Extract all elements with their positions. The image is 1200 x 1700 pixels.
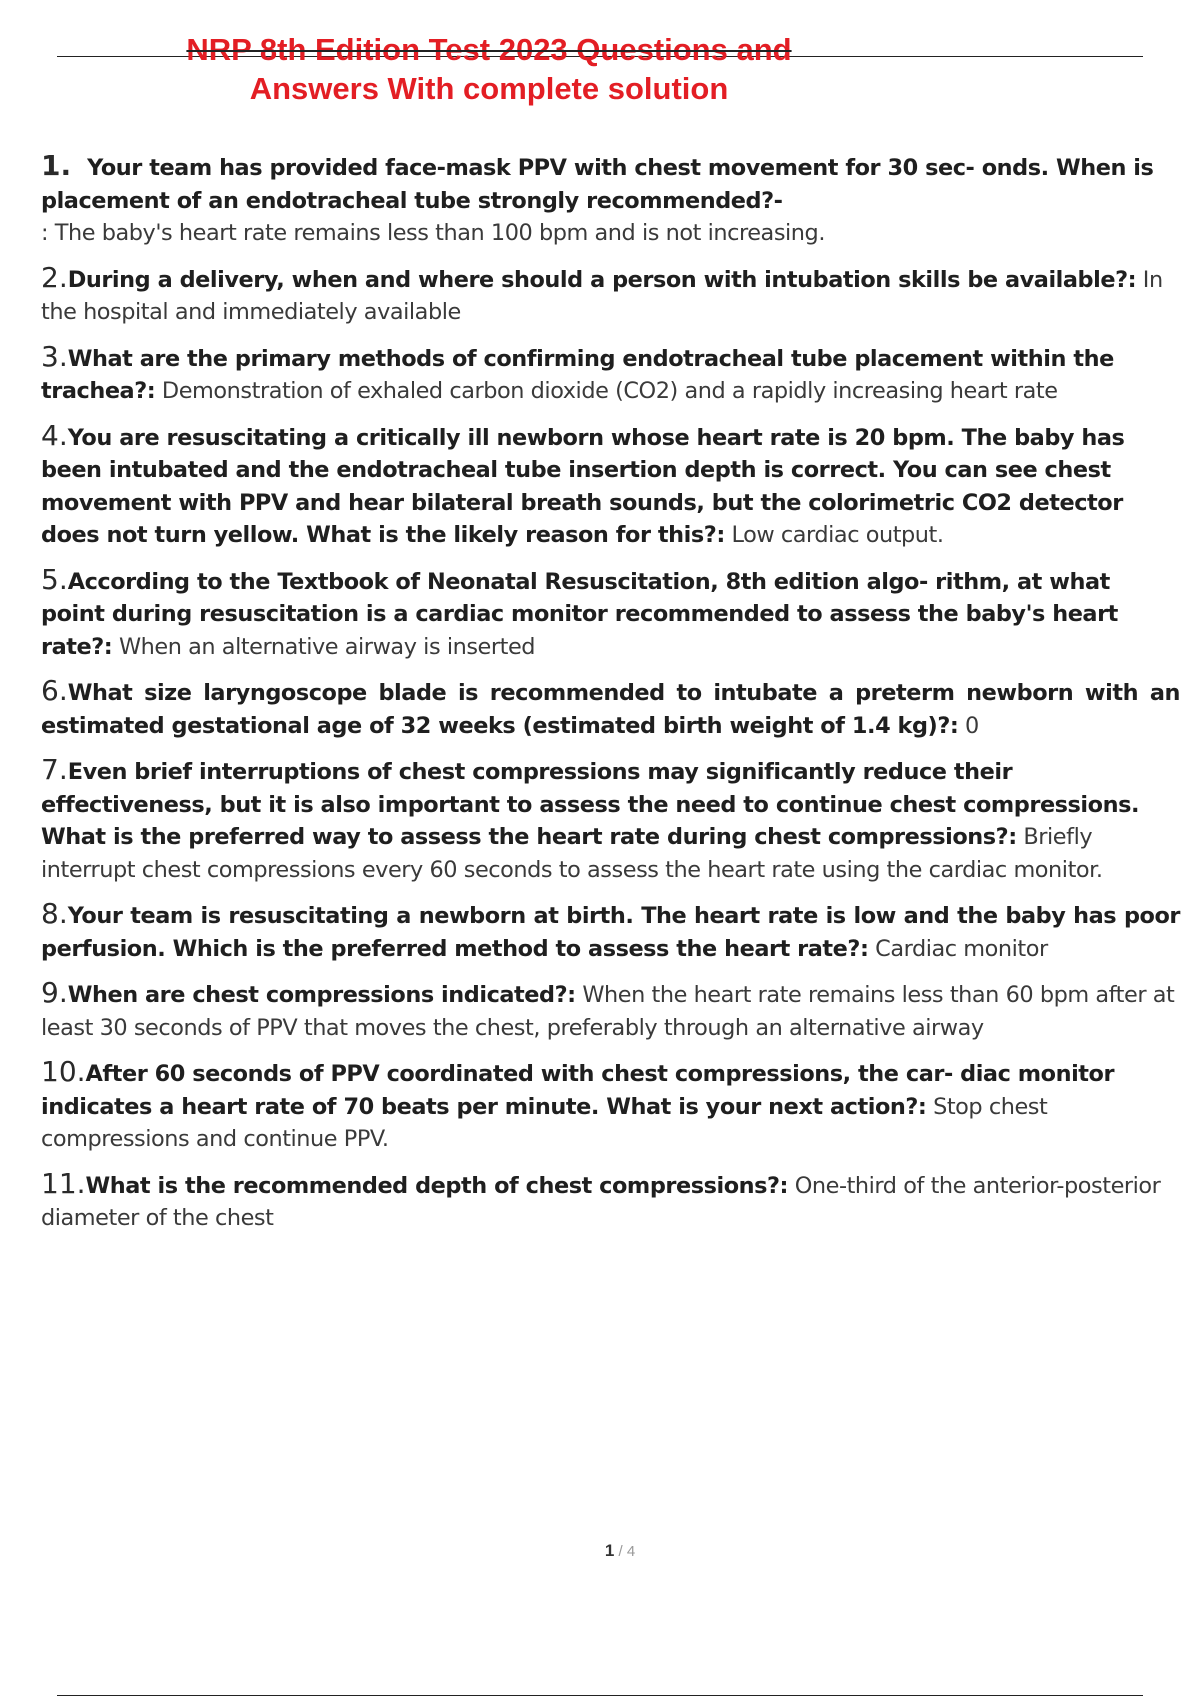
question-text: According to the Textbook of Neonatal Resuscitation, 8th edition algo- rithm, at what point during resuscitation is a cardiac monitor recommended to assess the baby's heart rate?: xyxy=(41,568,1118,660)
question-number: 6. xyxy=(41,674,68,707)
question-number: 3. xyxy=(41,339,68,373)
question-text: Even brief interruptions of chest compressions may significantly reduce their effectiveness, but it is also important to assess the need to continue chest compressions. What is the preferred way to assess the heart rate during chest compressions?: xyxy=(41,759,1140,850)
page-total: 4 xyxy=(626,1543,636,1560)
answer-text: : The baby's heart rate remains less than 100 bpm and is not increasing. xyxy=(41,220,825,246)
question-text: What is the recommended depth of chest compressions?: xyxy=(85,1172,789,1199)
question-text: Your team has provided face-mask PPV with chest movement for 30 sec- onds. When is placement of an endotracheal tube strongly recommended?- xyxy=(41,155,1154,214)
question-text: You are resuscitating a critically ill newborn whose heart rate is 20 bpm. The baby has been intubated and the endotracheal tube insertion depth is correct. You can see chest movement with PPV and hear bilateral breath sounds, but the colorimetric CO2 detector does not turn yellow. What is the likely reason for this?: xyxy=(41,424,1125,548)
qa-item xyxy=(41,898,1180,965)
qa-item xyxy=(41,754,1180,886)
question-list xyxy=(41,150,1180,1247)
answer-text: 0 xyxy=(958,712,979,739)
qa-item xyxy=(41,150,1180,250)
answer-text: When an alternative airway is inserted xyxy=(112,633,536,660)
qa-item xyxy=(41,675,1180,742)
question-number: 7. xyxy=(41,753,68,786)
question-text: What are the primary methods of confirming endotracheal tube placement within the trachea?: xyxy=(41,345,1114,404)
qa-item xyxy=(41,564,1180,664)
qa-item xyxy=(41,341,1180,408)
bottom-rule xyxy=(57,1695,1143,1696)
answer-text: Demonstration of exhaled carbon dioxide (CO2) and a rapidly increasing heart rate xyxy=(155,378,1058,404)
question-number: 11. xyxy=(41,1166,86,1200)
question-text: What size laryngoscope blade is recommended to intubate a preterm newborn with an estimated gestational age of 32 weeks (estimated birth weight of 1.4 kg)?: xyxy=(41,680,1180,739)
question-number: 4. xyxy=(41,418,68,452)
answer-text: Low cardiac output. xyxy=(724,522,944,548)
qa-item xyxy=(41,1168,1180,1235)
question-text: Your team is resuscitating a newborn at birth. The heart rate is low and the baby has poor perfusion. Which is the preferred method to assess the heart rate?: xyxy=(41,903,1180,962)
answer-text: Briefly interrupt chest compressions every 60 seconds to assess the heart rate using the cardiac monitor. xyxy=(41,824,1103,883)
page-number xyxy=(0,1541,1200,1561)
question-number: 5. xyxy=(41,562,68,596)
question-number: 10. xyxy=(41,1055,86,1088)
question-text: During a delivery, when and where should a person with intubation skills be available?: xyxy=(67,266,1137,293)
qa-item xyxy=(41,1056,1180,1156)
page-title xyxy=(0,30,1200,108)
title-line-2: Answers With complete solution xyxy=(249,71,729,106)
question-number: 9. xyxy=(41,976,68,1009)
qa-item xyxy=(41,262,1180,329)
qa-item xyxy=(41,420,1180,552)
qa-item xyxy=(41,977,1180,1044)
answer-text: One-third of the anterior-posterior diameter of the chest xyxy=(41,1172,1161,1231)
answer-text: Stop chest compressions and continue PPV. xyxy=(41,1093,1048,1152)
question-number: 8. xyxy=(41,897,68,930)
page-current: 1 xyxy=(604,1541,615,1560)
page-separator: / xyxy=(614,1543,627,1560)
question-text: After 60 seconds of PPV coordinated with chest compressions, the car- diac monitor indicates a heart rate of 70 beats per minute. What is your next action?: xyxy=(41,1061,1115,1120)
question-number: 1. xyxy=(41,149,72,182)
answer-text: When the heart rate remains less than 60 bpm after at least 30 seconds of PPV that moves the chest, preferably through an alternative airway xyxy=(41,982,1175,1041)
answer-text: Cardiac monitor xyxy=(868,935,1048,962)
question-number: 2. xyxy=(41,260,68,294)
answer-text: In the hospital and immediately available xyxy=(41,266,1163,325)
question-text: When are chest compressions indicated?: xyxy=(67,982,576,1008)
title-line-1: NRP 8th Edition Test 2023 Questions and xyxy=(186,32,792,67)
